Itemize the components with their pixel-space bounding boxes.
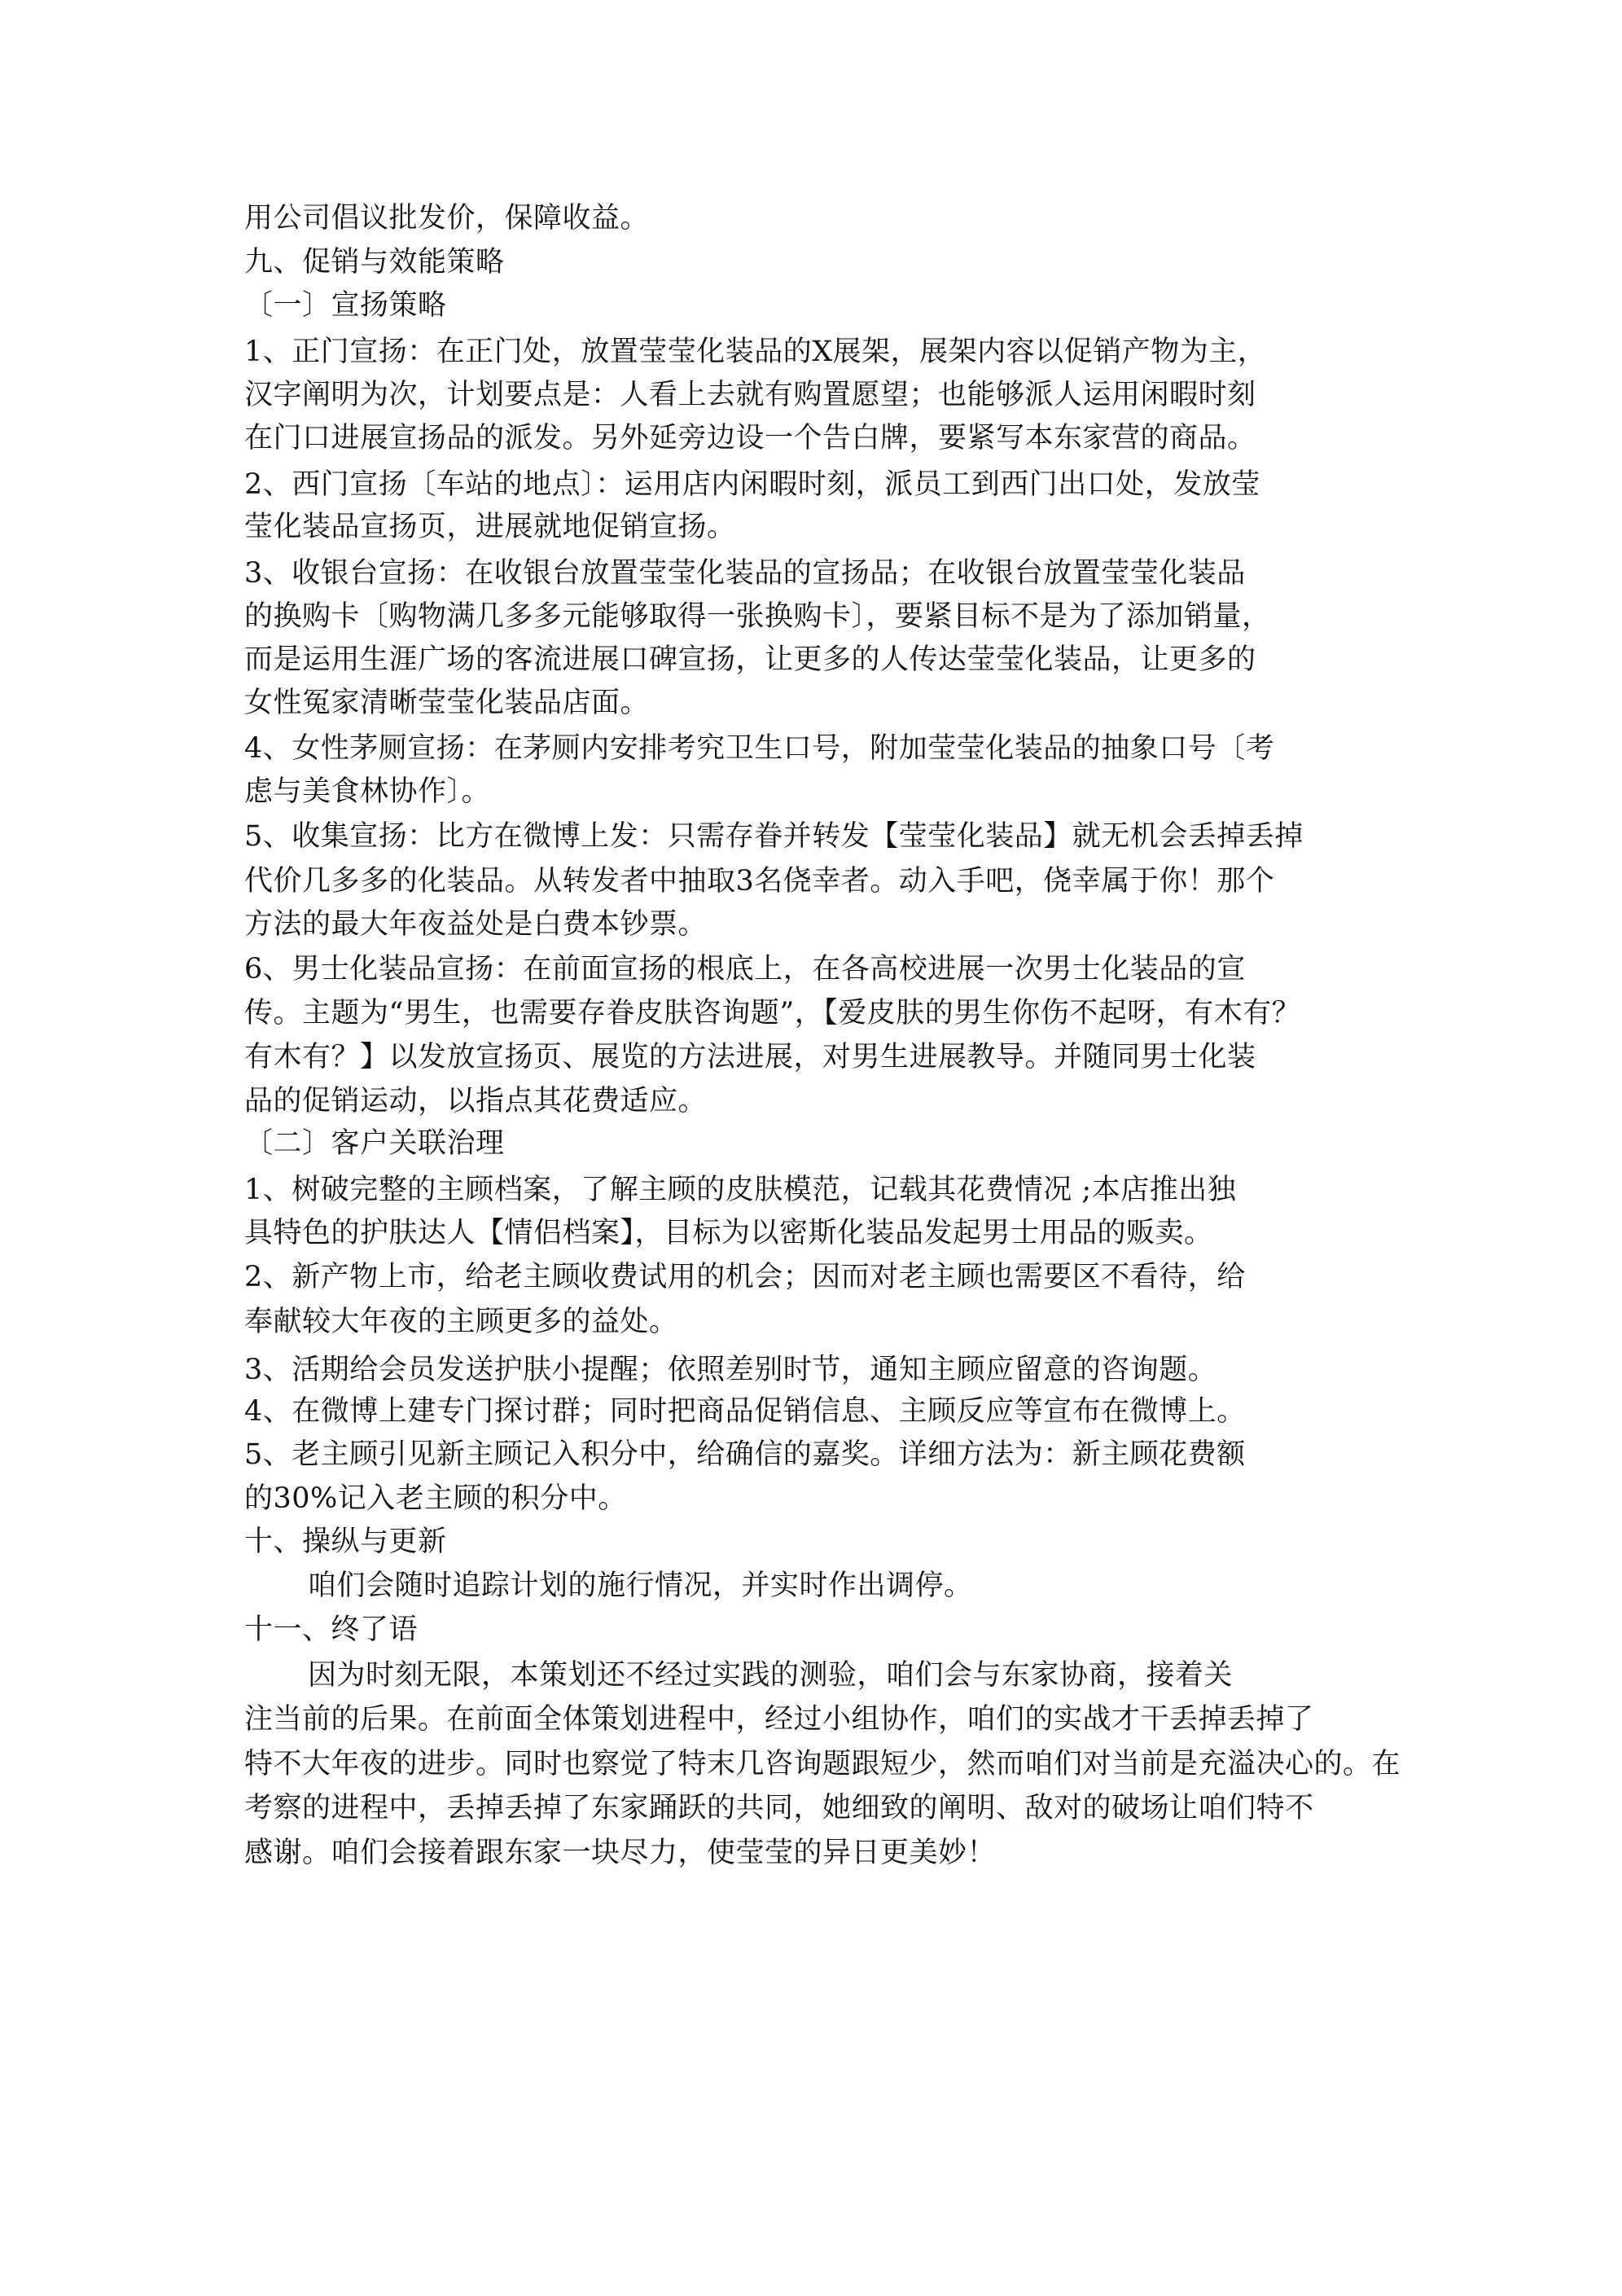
section-heading: 十、操纵与更新 <box>244 1526 447 1558</box>
text-line: 特不大年夜的进步。同时也察觉了特末几咨询题跟短少，然而咱们对当前是充溢决心的。在 <box>244 1748 1401 1780</box>
text-line: 有木有？】以发放宣扬页、展览的方法进展，对男生进展教导。并随同男士化装 <box>244 1041 1256 1073</box>
text-line: 的换购卡〔购物满几多多元能够取得一张换购卡〕，要紧目标不是为了添加销量， <box>244 600 1271 633</box>
section-heading: 十一、终了语 <box>244 1613 419 1646</box>
text-line: 4、女性茅厕宣扬：在茅厕内安排考究卫生口号，附加莹莹化装品的抽象口号〔考 <box>244 732 1275 765</box>
text-line: 代价几多多的化装品。从转发者中抽取3名侥幸者。动入手吧，侥幸属于你！那个 <box>244 865 1275 898</box>
section-heading: 九、促销与效能策略 <box>244 246 505 279</box>
text-line: 女性冤家清晰莹莹化装品店面。 <box>244 687 650 719</box>
subsection-heading: 〔一〕宣扬策略 <box>244 289 447 322</box>
text-line: 方法的最大年夜益处是白费本钞票。 <box>244 908 708 941</box>
text-line: 1、正门宣扬：在正门处，放置莹莹化装品的X展架，展架内容以促销产物为主， <box>244 336 1267 368</box>
text-line: 而是运用生涯广场的客流进展口碑宣扬，让更多的人传达莹莹化装品，让更多的 <box>244 643 1256 676</box>
text-line: 考察的进程中，丢掉丢掉了东家踊跃的共同，她细致的阐明、敌对的破场让咱们特不 <box>244 1792 1314 1824</box>
text-line: 莹化装品宣扬页，进展就地促销宣扬。 <box>244 511 736 543</box>
text-line: 6、男士化装品宣扬：在前面宣扬的根底上，在各高校进展一次男士化装品的宣 <box>244 953 1246 986</box>
text-line: 因为时刻无限，本策划还不经过实践的测验，咱们会与东家协商，接着关 <box>308 1659 1234 1692</box>
text-line: 3、收银台宣扬：在收银台放置莹莹化装品的宣扬品；在收银台放置莹莹化装品 <box>244 557 1246 590</box>
text-line: 5、收集宣扬：比方在微博上发：只需存眷并转发【莹莹化装品】就无机会丢掉丢掉 <box>244 820 1304 853</box>
text-line: 5、老主顾引见新主顾记入积分中，给确信的嘉奖。详细方法为：新主顾花费额 <box>244 1438 1246 1471</box>
text-line: 在门口进展宣扬品的派发。另外延旁边设一个告白牌，要紧写本东家营的商品。 <box>244 422 1256 454</box>
subsection-heading: 〔二〕客户关联治理 <box>244 1127 505 1160</box>
text-line: 注当前的后果。在前面全体策划进程中，经过小组协作，咱们的实战才干丢掉丢掉了 <box>244 1703 1314 1736</box>
text-line: 具特色的护肤达人【情侣档案】，目标为以密斯化装品发起男士用品的贩卖。 <box>244 1217 1213 1249</box>
text-line: 汉字阐明为次，计划要点是：人看上去就有购置愿望；也能够派人运用闲暇时刻 <box>244 379 1256 411</box>
text-line: 4、在微博上建专门探讨群；同时把商品促销信息、主顾反应等宣布在微博上。 <box>244 1395 1246 1428</box>
text-line: 2、新产物上市，给老主顾收费试用的机会；因而对老主顾也需要区不看待，给 <box>244 1261 1246 1293</box>
text-line: 咱们会随时追踪计划的施行情况，并实时作出调停。 <box>308 1569 973 1602</box>
text-line: 品的促销运动，以指点其花费适应。 <box>244 1085 708 1117</box>
text-line: 的30%记入老主顾的积分中。 <box>244 1482 627 1515</box>
text-line: 用公司倡议批发价，保障收益。 <box>244 202 650 235</box>
text-line: 3、活期给会员发送护肤小提醒；依照差别时节，通知主顾应留意的咨询题。 <box>244 1354 1217 1386</box>
text-line: 1、树破完整的主顾档案，了解主顾的皮肤模范，记载其花费情况 ;本店推出独 <box>244 1174 1237 1206</box>
text-line: 2、西门宣扬〔车站的地点〕：运用店内闲暇时刻，派员工到西门出口处，发放莹 <box>244 468 1260 501</box>
text-line: 虑与美食林协作〕。 <box>244 775 491 808</box>
text-line: 传。主题为“男生，也需要存眷皮肤咨询题”，【爱皮肤的男生你伤不起呀，有木有？ <box>244 997 1301 1029</box>
text-line: 感谢。咱们会接着跟东家一块尽力，使莹莹的异日更美妙！ <box>244 1837 997 1869</box>
text-line: 奉献较大年夜的主顾更多的益处。 <box>244 1306 678 1338</box>
